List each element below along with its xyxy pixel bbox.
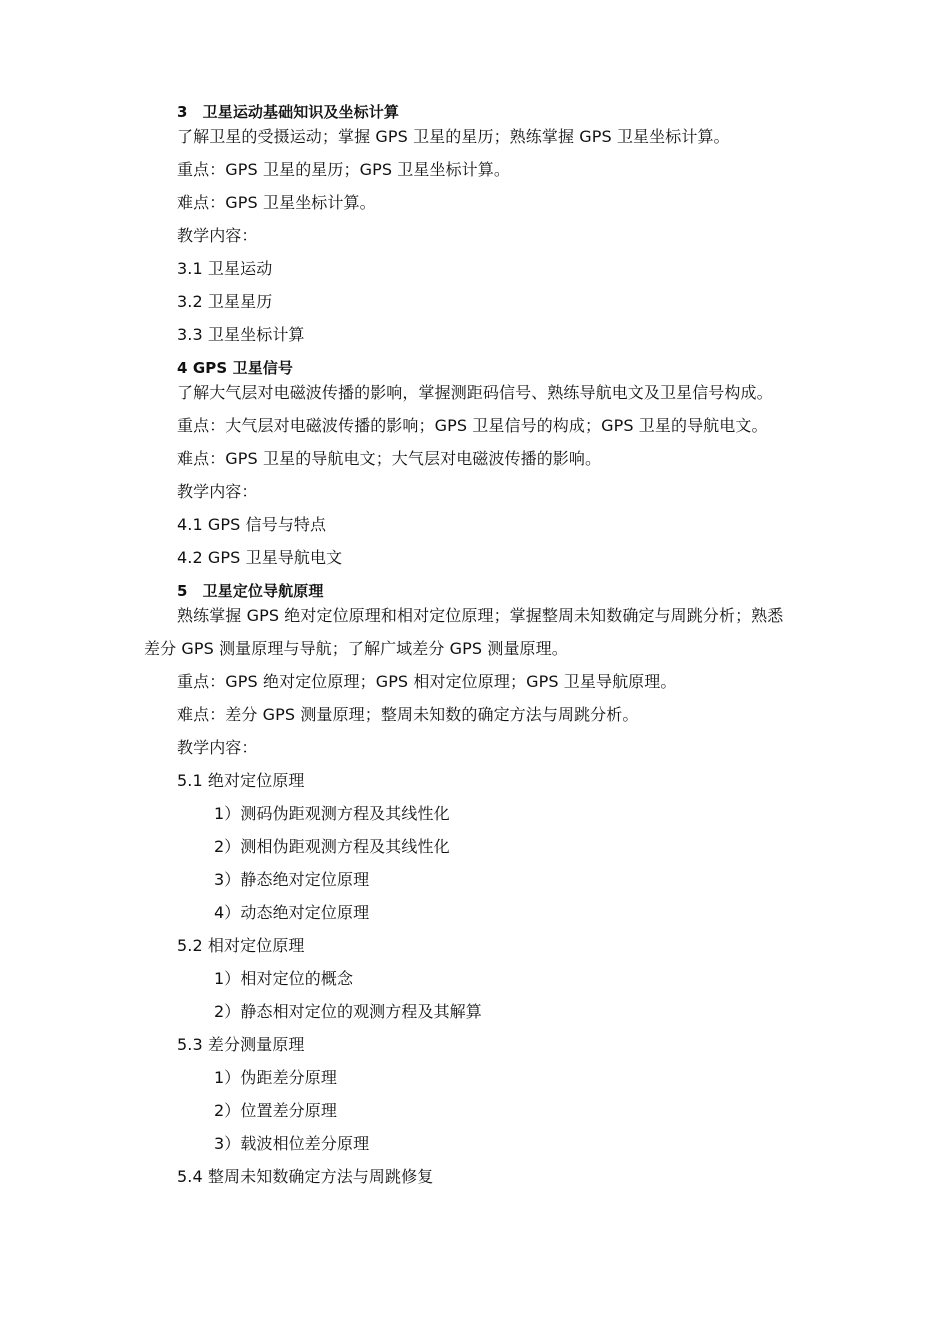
- section-3-content-label: 教学内容：: [177, 226, 258, 245]
- section-4-item: 4.1 GPS 信号与特点: [177, 515, 327, 534]
- subsection-5-1-item: 3）静态绝对定位原理: [214, 870, 370, 889]
- subsection-5-1-item: 4）动态绝对定位原理: [214, 903, 370, 922]
- subsection-5-2-title: 5.2 相对定位原理: [177, 936, 305, 955]
- section-4-heading: 4 GPS 卫星信号: [177, 359, 293, 377]
- subsection-5-4-title: 5.4 整周未知数确定方法与周跳修复: [177, 1167, 434, 1186]
- section-3-item: 3.2 卫星星历: [177, 292, 273, 311]
- section-3-difficulties: 难点：GPS 卫星坐标计算。: [177, 193, 376, 212]
- subsection-5-3-item: 2）位置差分原理: [214, 1101, 337, 1120]
- subsection-5-2-item: 2）静态相对定位的观测方程及其解算: [214, 1002, 482, 1021]
- section-5-heading: 5 卫星定位导航原理: [177, 582, 324, 600]
- section-5-intro-line-2: 差分 GPS 测量原理与导航；了解广域差分 GPS 测量原理。: [144, 639, 568, 658]
- subsection-5-3-item: 3）载波相位差分原理: [214, 1134, 370, 1153]
- section-3-item: 3.1 卫星运动: [177, 259, 273, 278]
- subsection-5-3-item: 1）伪距差分原理: [214, 1068, 337, 1087]
- subsection-5-1-item: 1）测码伪距观测方程及其线性化: [214, 804, 450, 823]
- section-4-key-points: 重点：大气层对电磁波传播的影响；GPS 卫星信号的构成；GPS 卫星的导航电文。: [177, 416, 768, 435]
- section-5-key-points: 重点：GPS 绝对定位原理；GPS 相对定位原理；GPS 卫星导航原理。: [177, 672, 677, 691]
- subsection-5-2-item: 1）相对定位的概念: [214, 969, 354, 988]
- section-4-content-label: 教学内容：: [177, 482, 258, 501]
- section-3-item: 3.3 卫星坐标计算: [177, 325, 305, 344]
- section-4-item: 4.2 GPS 卫星导航电文: [177, 548, 343, 567]
- section-5-difficulties: 难点：差分 GPS 测量原理；整周未知数的确定方法与周跳分析。: [177, 705, 639, 724]
- section-4-difficulties: 难点：GPS 卫星的导航电文；大气层对电磁波传播的影响。: [177, 449, 602, 468]
- section-4-intro: 了解大气层对电磁波传播的影响，掌握测距码信号、熟练导航电文及卫星信号构成。: [177, 383, 773, 402]
- section-5-content-label: 教学内容：: [177, 738, 258, 757]
- section-5-intro-line-1: 熟练掌握 GPS 绝对定位原理和相对定位原理；掌握整周未知数确定与周跳分析；熟悉: [177, 606, 784, 625]
- section-3-key-points: 重点：GPS 卫星的星历；GPS 卫星坐标计算。: [177, 160, 510, 179]
- subsection-5-1-item: 2）测相伪距观测方程及其线性化: [214, 837, 450, 856]
- section-3-intro: 了解卫星的受摄运动；掌握 GPS 卫星的星历；熟练掌握 GPS 卫星坐标计算。: [177, 127, 730, 146]
- subsection-5-3-title: 5.3 差分测量原理: [177, 1035, 305, 1054]
- section-3-heading: 3 卫星运动基础知识及坐标计算: [177, 103, 399, 121]
- subsection-5-1-title: 5.1 绝对定位原理: [177, 771, 305, 790]
